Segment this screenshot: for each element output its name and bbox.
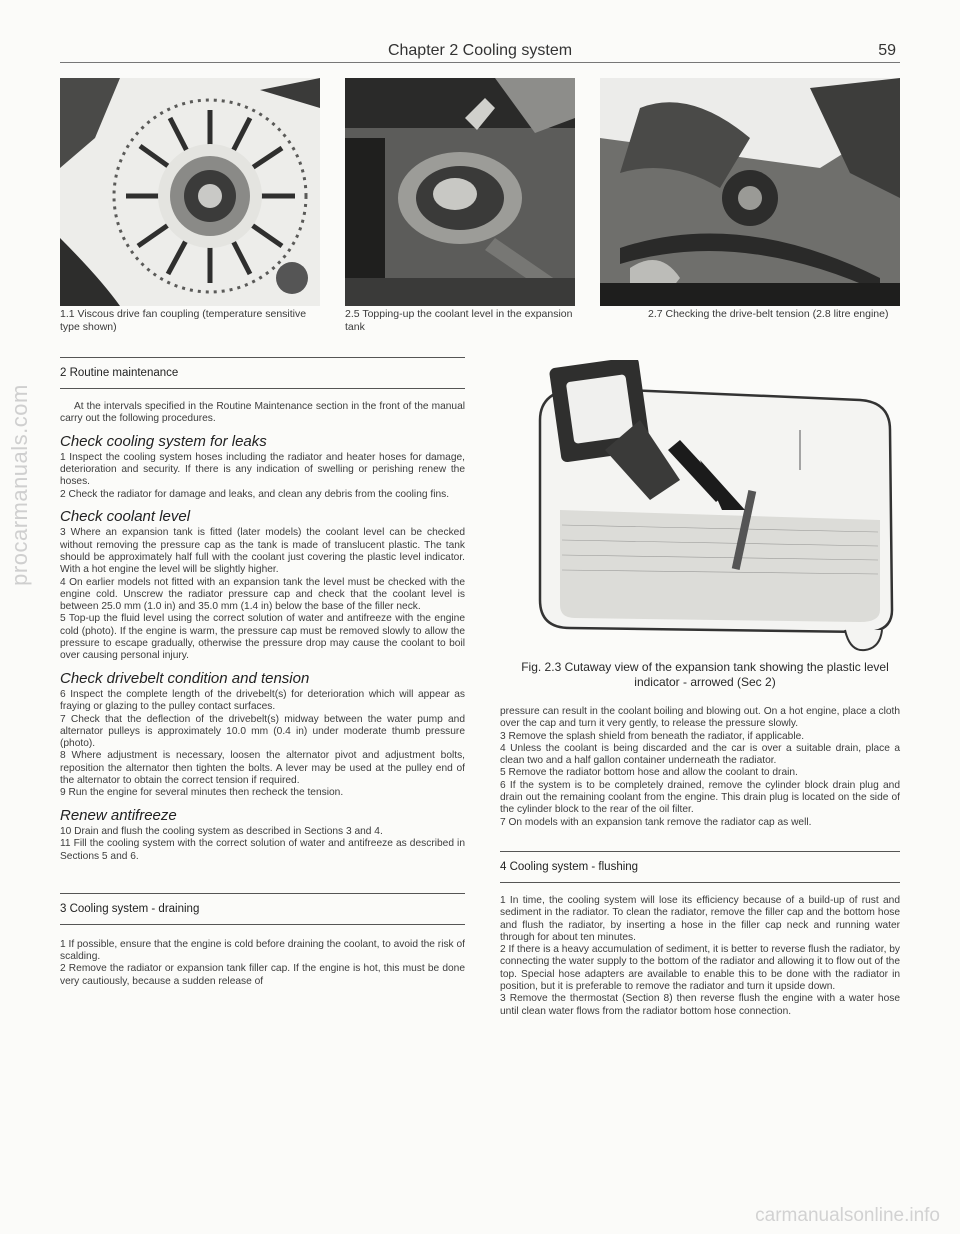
paragraph: 4 On earlier models not fitted with an expansion tank the level must be checked with the engine cold. Unscrew the radiator pressure cap and check that the coolant level is between 25.0 mm (1.0 in) and 35.0 mm (1.4 in) below the base of the filler neck. (60, 576, 465, 613)
photo-caption-2-5: 2.5 Topping-up the coolant level in the expansion tank (345, 308, 573, 333)
paragraph: 2 Remove the radiator or expansion tank filler cap. If the engine is hot, this must be done very cautiously, because a sudden release of (60, 963, 465, 987)
section-2-body (60, 401, 465, 863)
section-2-heading: 2 Routine maintenance (60, 367, 179, 379)
photo-fan-coupling (60, 78, 320, 306)
photo-caption-2-7: 2.7 Checking the drive-belt tension (2.8 litre engine) (648, 308, 889, 320)
photo-caption-1-1: 1.1 Viscous drive fan coupling (temperature sensitive type shown) (60, 308, 307, 333)
figure-expansion-tank (500, 360, 900, 652)
left-column (60, 357, 465, 988)
paragraph: 11 Fill the cooling system with the correct solution of water and antifreeze as described in Sections 5 and 6. (60, 838, 465, 862)
photo-topping-up (345, 78, 575, 306)
side-watermark: procarmanuals.com (7, 384, 32, 586)
paragraph: 5 Top-up the fluid level using the correct solution of water and antifreeze with the engine cold (photo). If the engine is warm, the pressure cap must be removed slowly to allow the pressure to escape gradually, otherwise the pressure drop may cause the coolant to boil over causing personal injury. (60, 613, 465, 662)
paragraph: 2 Check the radiator for damage and leaks, and clean any debris from the cooling fins. (60, 488, 450, 500)
section-3-continued (500, 706, 900, 829)
paragraph: 9 Run the engine for several minutes then recheck the tension. (60, 787, 344, 799)
subheading-leaks: Check cooling system for leaks (60, 432, 267, 450)
section-3-body (60, 939, 465, 988)
paragraph: 10 Drain and flush the cooling system as described in Sections 3 and 4. (60, 825, 383, 837)
right-column (500, 706, 900, 1018)
paragraph: 7 Check that the deflection of the drivebelt(s) midway between the water pump and alternator pulleys is approximately 10.0 mm (0.4 in) under moderate thumb pressure (photo). (60, 713, 465, 750)
section-rule (500, 851, 900, 852)
paragraph: 5 Remove the radiator bottom hose and allow the coolant to drain. (500, 767, 798, 779)
paragraph: 3 Remove the thermostat (Section 8) then reverse flush the engine with a water hose until clean water flows from the radiator bottom hose connection. (500, 993, 900, 1017)
section-3-heading: 3 Cooling system - draining (60, 902, 200, 915)
subheading-drivebelt: Check drivebelt condition and tension (60, 669, 310, 687)
section-4-heading: 4 Cooling system - flushing (500, 860, 639, 873)
subheading-antifreeze: Renew antifreeze (60, 806, 177, 824)
paragraph: 2 If there is a heavy accumulation of sediment, it is better to reverse flush the radiator, by connecting the water supply to the bottom of the radiator and allowing it to flow out of the top. Special hose adapters are available to enable this to be done with the radiator in position, but it is preferable to remove the radiator and turn it upside down. (500, 944, 900, 993)
paragraph: 6 If the system is to be completely drained, remove the cylinder block drain plug and drain out the remaining coolant from the engine. This drain plug is located on the side of the cylinder block to the rear of the oil filter. (500, 779, 900, 816)
section-4-body (500, 895, 900, 1018)
section-rule (60, 388, 465, 389)
figure-caption: Fig. 2.3 Cutaway view of the expansion tank showing the plastic level indicator - arrowed (Sec 2) (521, 660, 889, 689)
paragraph: 1 Inspect the cooling system hoses including the radiator and heater hoses for damage, deterioration and security. If there is any indication of swelling or perishing renew the hoses. (60, 451, 465, 488)
paragraph: 4 Unless the coolant is being discarded and the car is over a suitable drain, place a clean two and a half gallon container underneath the radiator. (500, 742, 900, 767)
section-rule (500, 882, 900, 883)
photo-drivebelt-tension (600, 78, 900, 306)
paragraph: 6 Inspect the complete length of the drivebelt(s) for deterioration which will appear as fraying or glazing to the pulley contact surfaces. (60, 688, 465, 713)
paragraph: 7 On models with an expansion tank remove the radiator cap as well. (500, 816, 812, 828)
paragraph: 3 Remove the splash shield from beneath the radiator, if applicable. (500, 730, 805, 742)
subheading-coolant-level: Check coolant level (60, 508, 191, 526)
section-2-intro: At the intervals specified in the Routine Maintenance section in the front of the manual carry out the following procedures. (60, 401, 465, 425)
section-rule (60, 924, 465, 925)
header-rule (60, 62, 900, 63)
chapter-title: Chapter 2 Cooling system (387, 42, 573, 59)
paragraph: pressure can result in the coolant boiling and blowing out. On a hot engine, place a cloth over the cap and turn it very gently, to release the pressure slowly. (500, 706, 900, 730)
paragraph: 1 If possible, ensure that the engine is cold before draining the coolant, to avoid the risk of scalding. (60, 938, 465, 963)
page-number: 59 (878, 42, 896, 59)
paragraph: 3 Where an expansion tank is fitted (later models) the coolant level can be checked without removing the pressure cap as the tank is made of translucent plastic. The tank should be approximately half full with the coolant just covering the plastic level indicator. With a hot engine the level will be slightly higher. (60, 527, 465, 576)
paragraph: 1 In time, the cooling system will lose its efficiency because of a build-up of rust and sediment in the radiator. To clean the radiator, remove the filler cap and the bottom hose and flush the radiator, by inserting a hose in the filler cap neck and running water through for about ten minutes. (500, 894, 900, 943)
paragraph: 8 Where adjustment is necessary, loosen the alternator pivot and adjustment bolts, reposition the alternator then tighten the bolts. A lever may be used at the pulley end of the alternator to obtain the correct tension if required. (60, 750, 465, 787)
section-rule (60, 357, 465, 358)
bottom-watermark: carmanualsonline.info (755, 1205, 940, 1226)
section-rule (60, 893, 465, 894)
